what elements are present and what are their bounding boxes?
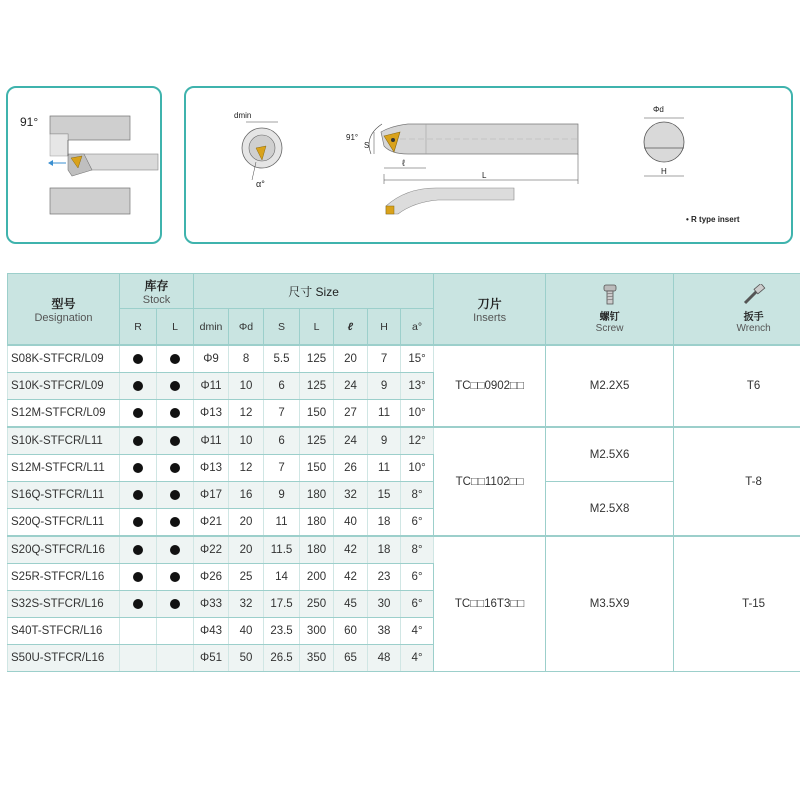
size-l-cell: 60	[334, 618, 368, 645]
size-Lsize-cell: 250	[300, 591, 334, 618]
table-header	[8, 274, 800, 346]
size-l-cell: 20	[334, 345, 368, 373]
stock-R-cell	[120, 618, 157, 645]
screw-cell: M2.5X8	[546, 482, 674, 537]
size-S-cell: 7	[264, 400, 300, 428]
stock-R-cell	[120, 455, 157, 482]
insert-screw-dot	[391, 138, 395, 142]
size-d-cell: 12	[229, 455, 264, 482]
size-S-cell: 23.5	[264, 618, 300, 645]
size-d-cell: 10	[229, 373, 264, 400]
designation-cell: S40T-STFCR/L16	[8, 618, 120, 645]
size-S-cell: 17.5	[264, 591, 300, 618]
col-H: H	[368, 309, 401, 346]
size-H-cell: 9	[368, 373, 401, 400]
size-d-cell: 40	[229, 618, 264, 645]
size-l-cell: 45	[334, 591, 368, 618]
size-Lsize-cell: 180	[300, 536, 334, 564]
insert-cell: TC□□1102□□	[434, 427, 546, 536]
size-dmin-cell: Φ26	[194, 564, 229, 591]
stock-L-cell	[157, 345, 194, 373]
wrench-cell: T-8	[674, 427, 800, 536]
size-H-cell: 7	[368, 345, 401, 373]
size-H-cell: 18	[368, 509, 401, 537]
stock-L-cell	[157, 455, 194, 482]
L-label: L	[482, 171, 487, 180]
screw-icon	[603, 284, 617, 306]
col-Lsize: L	[300, 309, 334, 346]
designation-cell: S32S-STFCR/L16	[8, 591, 120, 618]
stock-L-cell	[157, 564, 194, 591]
stock-available-dot	[170, 408, 180, 418]
size-a-cell: 4°	[401, 645, 434, 672]
size-a-cell: 4°	[401, 618, 434, 645]
stock-available-dot	[133, 490, 143, 500]
designation-cell: S08K-STFCR/L09	[8, 345, 120, 373]
screw-cell: M2.2X5	[546, 345, 674, 427]
stock-L-cell	[157, 591, 194, 618]
stock-available-dot	[170, 545, 180, 555]
size-a-cell: 6°	[401, 591, 434, 618]
stock-available-dot	[170, 517, 180, 527]
size-l-cell: 27	[334, 400, 368, 428]
stock-available-dot	[133, 517, 143, 527]
size-dmin-cell: Φ21	[194, 509, 229, 537]
size-d-cell: 16	[229, 482, 264, 509]
stock-R-cell	[120, 564, 157, 591]
stock-R-cell	[120, 482, 157, 509]
insert-type-note: • R type insert	[686, 215, 740, 224]
size-S-cell: 6	[264, 427, 300, 455]
size-dmin-cell: Φ22	[194, 536, 229, 564]
col-l: ℓ	[334, 309, 368, 346]
size-a-cell: 10°	[401, 455, 434, 482]
col-dmin: dmin	[194, 309, 229, 346]
dmin-label: dmin	[234, 111, 252, 120]
size-dmin-cell: Φ43	[194, 618, 229, 645]
stock-available-dot	[170, 599, 180, 609]
size-dmin-cell: Φ33	[194, 591, 229, 618]
stock-available-dot	[133, 436, 143, 446]
angle-label: 91°	[20, 115, 39, 129]
stock-available-dot	[170, 381, 180, 391]
col-od: Φd	[229, 309, 264, 346]
stock-L-cell	[157, 536, 194, 564]
screw-cell: M3.5X9	[546, 536, 674, 672]
designation-cell: S25R-STFCR/L16	[8, 564, 120, 591]
size-dmin-cell: Φ11	[194, 427, 229, 455]
designation-cell: S20Q-STFCR/L16	[8, 536, 120, 564]
size-H-cell: 30	[368, 591, 401, 618]
size-a-cell: 15°	[401, 345, 434, 373]
stock-R-cell	[120, 427, 157, 455]
stock-available-dot	[170, 463, 180, 473]
stock-cn: 库存	[144, 278, 169, 293]
table-row	[8, 345, 800, 373]
stock-available-dot	[170, 572, 180, 582]
size-l-cell: 42	[334, 564, 368, 591]
size-H-cell: 9	[368, 427, 401, 455]
size-S-cell: 11.5	[264, 536, 300, 564]
col-R: R	[120, 309, 157, 346]
stock-L-cell	[157, 373, 194, 400]
size-S-cell: 9	[264, 482, 300, 509]
od-label: Φd	[653, 105, 664, 114]
stock-available-dot	[170, 490, 180, 500]
l-label: ℓ	[402, 158, 405, 168]
size-d-cell: 50	[229, 645, 264, 672]
designation-header	[8, 274, 120, 346]
bar-top-view	[386, 188, 514, 214]
table-row	[8, 427, 800, 455]
stock-L-cell	[157, 427, 194, 455]
size-a-cell: 8°	[401, 482, 434, 509]
size-dmin-cell: Φ9	[194, 345, 229, 373]
size-H-cell: 18	[368, 536, 401, 564]
screw-en: Screw	[595, 323, 624, 334]
size-dmin-cell: Φ13	[194, 400, 229, 428]
boring-diagram-panel	[6, 86, 162, 244]
size-d-cell: 10	[229, 427, 264, 455]
stock-L-cell	[157, 400, 194, 428]
col-a: a°	[401, 309, 434, 346]
inserts-cn: 刀片	[477, 296, 502, 311]
spec-table	[7, 273, 800, 672]
wrench-icon	[742, 284, 766, 306]
size-Lsize-cell: 180	[300, 509, 334, 537]
size-l-cell: 24	[334, 427, 368, 455]
size-S-cell: 11	[264, 509, 300, 537]
stock-available-dot	[133, 463, 143, 473]
size-a-cell: 13°	[401, 373, 434, 400]
size-Lsize-cell: 200	[300, 564, 334, 591]
designation-cell: S12M-STFCR/L11	[8, 455, 120, 482]
size-S-cell: 14	[264, 564, 300, 591]
wrench-header	[674, 274, 800, 346]
cross-section	[644, 122, 684, 162]
size-dmin-cell: Φ51	[194, 645, 229, 672]
designation-cell: S20Q-STFCR/L11	[8, 509, 120, 537]
col-S: S	[264, 309, 300, 346]
size-d-cell: 20	[229, 536, 264, 564]
designation-cell: S50U-STFCR/L16	[8, 645, 120, 672]
size-a-cell: 12°	[401, 427, 434, 455]
size-H-cell: 15	[368, 482, 401, 509]
size-dmin-cell: Φ13	[194, 455, 229, 482]
stock-header	[120, 274, 194, 309]
size-Lsize-cell: 300	[300, 618, 334, 645]
screw-cell: M2.5X6	[546, 427, 674, 482]
size-H-cell: 11	[368, 400, 401, 428]
size-l-cell: 32	[334, 482, 368, 509]
stock-R-cell	[120, 645, 157, 672]
size-a-cell: 6°	[401, 509, 434, 537]
angle-label-2: 91°	[346, 133, 359, 142]
size-Lsize-cell: 350	[300, 645, 334, 672]
size-H-cell: 38	[368, 618, 401, 645]
size-S-cell: 5.5	[264, 345, 300, 373]
stock-en: Stock	[142, 293, 171, 306]
stock-R-cell	[120, 536, 157, 564]
stock-L-cell	[157, 509, 194, 537]
table-row	[8, 536, 800, 564]
stock-available-dot	[133, 599, 143, 609]
stock-R-cell	[120, 373, 157, 400]
size-S-cell: 7	[264, 455, 300, 482]
stock-L-cell	[157, 645, 194, 672]
stock-R-cell	[120, 591, 157, 618]
size-d-cell: 12	[229, 400, 264, 428]
designation-cell: S12M-STFCR/L09	[8, 400, 120, 428]
inserts-header	[434, 274, 546, 346]
stock-L-cell	[157, 482, 194, 509]
size-a-cell: 8°	[401, 536, 434, 564]
designation-cell: S16Q-STFCR/L11	[8, 482, 120, 509]
stock-available-dot	[170, 436, 180, 446]
table-body	[8, 345, 800, 672]
s-label: S	[364, 141, 370, 150]
boring-bar	[80, 154, 158, 170]
size-Lsize-cell: 125	[300, 345, 334, 373]
H-label: H	[661, 167, 667, 176]
size-header	[194, 274, 434, 309]
stock-available-dot	[170, 354, 180, 364]
wrench-cn: 扳手	[743, 312, 764, 323]
col-L: L	[157, 309, 194, 346]
bore-wall	[50, 134, 68, 156]
inserts-en: Inserts	[473, 311, 507, 324]
screw-cn: 螺钉	[599, 312, 620, 323]
boring-illustration	[8, 88, 160, 242]
size-Lsize-cell: 150	[300, 400, 334, 428]
designation-en: Designation	[34, 311, 93, 324]
alpha-label: α°	[256, 179, 265, 189]
designation-cn: 型号	[51, 296, 76, 311]
size-l-cell: 24	[334, 373, 368, 400]
workpiece-bottom	[50, 188, 130, 214]
size-S-cell: 6	[264, 373, 300, 400]
size-H-cell: 23	[368, 564, 401, 591]
size-a-cell: 10°	[401, 400, 434, 428]
size-H-cell: 48	[368, 645, 401, 672]
wrench-en: Wrench	[736, 323, 771, 334]
size-Lsize-cell: 125	[300, 427, 334, 455]
dimension-diagram-panel	[184, 86, 793, 244]
top-view-insert	[386, 206, 394, 214]
size-S-cell: 26.5	[264, 645, 300, 672]
designation-cell: S10K-STFCR/L09	[8, 373, 120, 400]
size-l-cell: 26	[334, 455, 368, 482]
size-H-cell: 11	[368, 455, 401, 482]
stock-R-cell	[120, 509, 157, 537]
size-l-cell: 40	[334, 509, 368, 537]
stock-R-cell	[120, 345, 157, 373]
wrench-cell: T-15	[674, 536, 800, 672]
size-Lsize-cell: 180	[300, 482, 334, 509]
stock-L-cell	[157, 618, 194, 645]
size-Lsize-cell: 150	[300, 455, 334, 482]
size-label: 尺寸 Size	[288, 284, 339, 299]
stock-available-dot	[133, 381, 143, 391]
size-dmin-cell: Φ11	[194, 373, 229, 400]
dimension-drawing	[186, 88, 791, 242]
insert-cell: TC□□0902□□	[434, 345, 546, 427]
size-d-cell: 32	[229, 591, 264, 618]
size-l-cell: 42	[334, 536, 368, 564]
size-d-cell: 8	[229, 345, 264, 373]
size-d-cell: 20	[229, 509, 264, 537]
feed-arrowhead	[48, 160, 53, 166]
angle-arc	[369, 124, 382, 154]
insert-cell: TC□□16T3□□	[434, 536, 546, 672]
size-dmin-cell: Φ17	[194, 482, 229, 509]
stock-available-dot	[133, 545, 143, 555]
size-l-cell: 65	[334, 645, 368, 672]
size-a-cell: 6°	[401, 564, 434, 591]
wrench-cell: T6	[674, 345, 800, 427]
stock-R-cell	[120, 400, 157, 428]
designation-cell: S10K-STFCR/L11	[8, 427, 120, 455]
stock-available-dot	[133, 408, 143, 418]
screw-header	[546, 274, 674, 346]
stock-available-dot	[133, 354, 143, 364]
size-Lsize-cell: 125	[300, 373, 334, 400]
stock-available-dot	[133, 572, 143, 582]
size-d-cell: 25	[229, 564, 264, 591]
